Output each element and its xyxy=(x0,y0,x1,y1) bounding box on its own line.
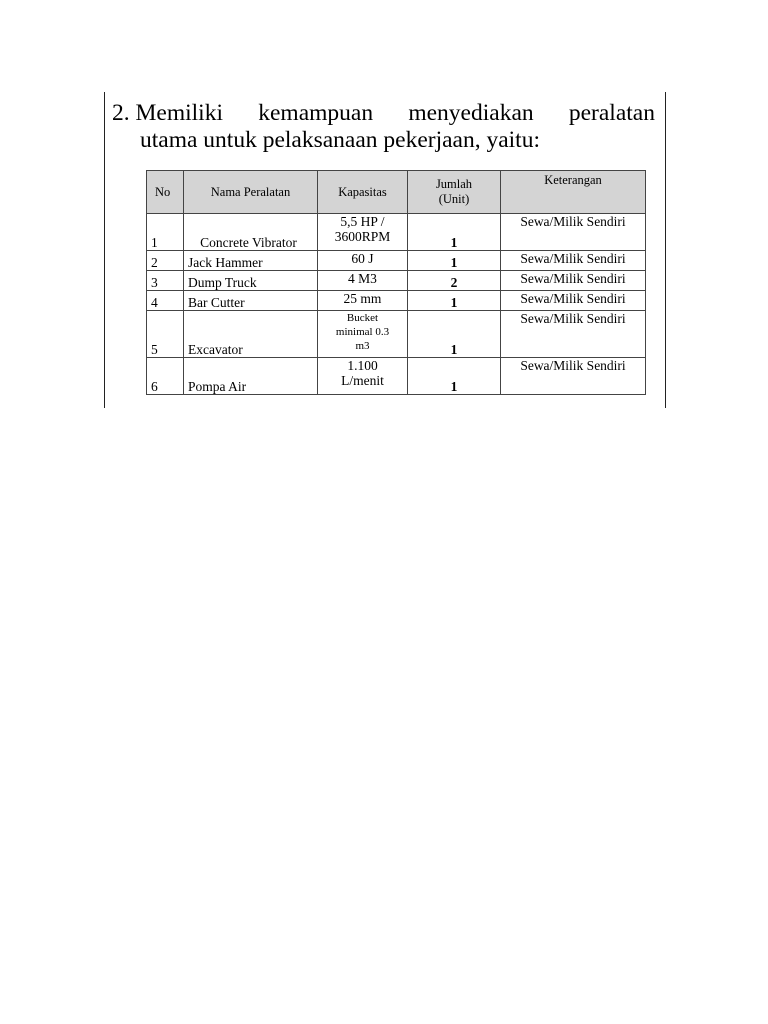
heading-line-1 xyxy=(112,100,655,127)
table-row: 2 Jack Hammer 60 J 1 Sewa/Milik Sendiri xyxy=(147,251,646,271)
table-row: 1 Concrete Vibrator 5,5 HP / 3600RPM 1 Sewa/Milik Sendiri xyxy=(147,214,646,251)
header-nama-peralatan: Nama Peralatan xyxy=(184,171,318,214)
header-jumlah: Jumlah (Unit) xyxy=(408,171,501,214)
header-kapasitas: Kapasitas xyxy=(318,171,408,214)
heading-word: menyediakan xyxy=(408,100,534,126)
header-keterangan: Keterangan xyxy=(501,171,646,214)
table-row: 4 Bar Cutter 25 mm 1 Sewa/Milik Sendiri xyxy=(147,291,646,311)
heading-number-and-word: 2. Memiliki xyxy=(112,100,223,126)
heading-line-2: utama untuk pelaksanaan pekerjaan, yaitu: xyxy=(140,127,540,153)
table-header-row xyxy=(147,171,646,214)
heading-word: peralatan xyxy=(568,100,655,126)
table-row: 5 Excavator Bucket minimal 0.3 m3 1 Sewa/Milik Sendiri xyxy=(147,311,646,358)
table-row: 6 Pompa Air 1.100 L/menit 1 Sewa/Milik Sendiri xyxy=(147,358,646,395)
section-heading xyxy=(112,100,655,154)
right-margin-line xyxy=(665,92,666,408)
header-no: No xyxy=(147,171,184,214)
left-margin-line xyxy=(104,92,105,408)
heading-word: kemampuan xyxy=(258,100,374,126)
equipment-table xyxy=(146,170,646,395)
table-row: 3 Dump Truck 4 M3 2 Sewa/Milik Sendiri xyxy=(147,271,646,291)
